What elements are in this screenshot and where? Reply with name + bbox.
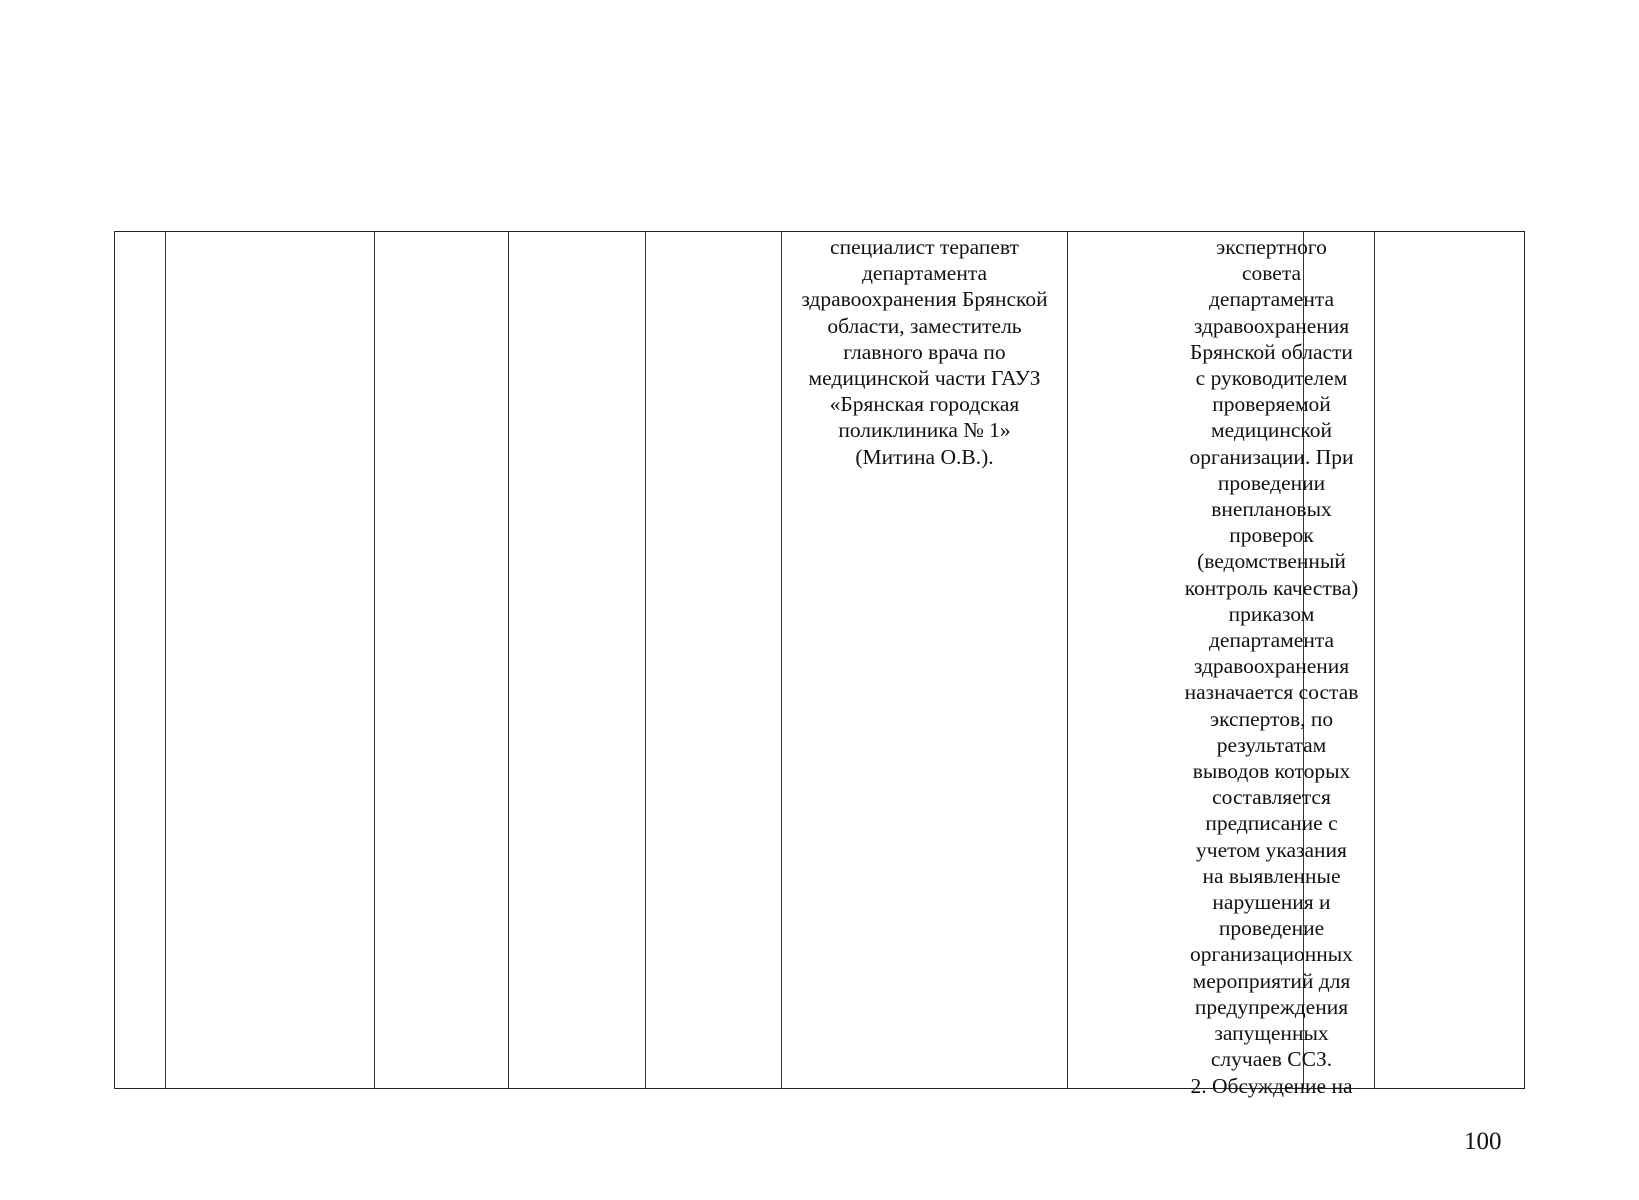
- column-divider: [165, 232, 166, 1088]
- column-divider: [508, 232, 509, 1088]
- page-number: 100: [1464, 1128, 1502, 1155]
- table-cell-column-7: экспертного совета департамента здравоохранения Брянской области с руководителем проверяемой медицинской организации. При проведении внеплановых проверок (ведомственный контроль качества) приказом департамента здравоохранения назначается состав экспертов, по результатам выводов которых составляется предписание с учетом указания на выявленные нарушения и проведение организационных мероприятий для предупреждения запущенных случаев ССЗ. 2. Обсуждение на: [1184, 235, 1359, 1098]
- column-divider: [1067, 232, 1068, 1088]
- column-divider: [374, 232, 375, 1088]
- document-table: [114, 231, 1525, 1098]
- column-divider: [645, 232, 646, 1088]
- column-divider: [1374, 232, 1375, 1088]
- table-cell-column-5: специалист терапевт департамента здравоохранения Брянской области, заместитель главного врача по медицинской части ГАУЗ «Брянская городская поликлиника № 1» (Митина О.В.).: [801, 235, 1048, 469]
